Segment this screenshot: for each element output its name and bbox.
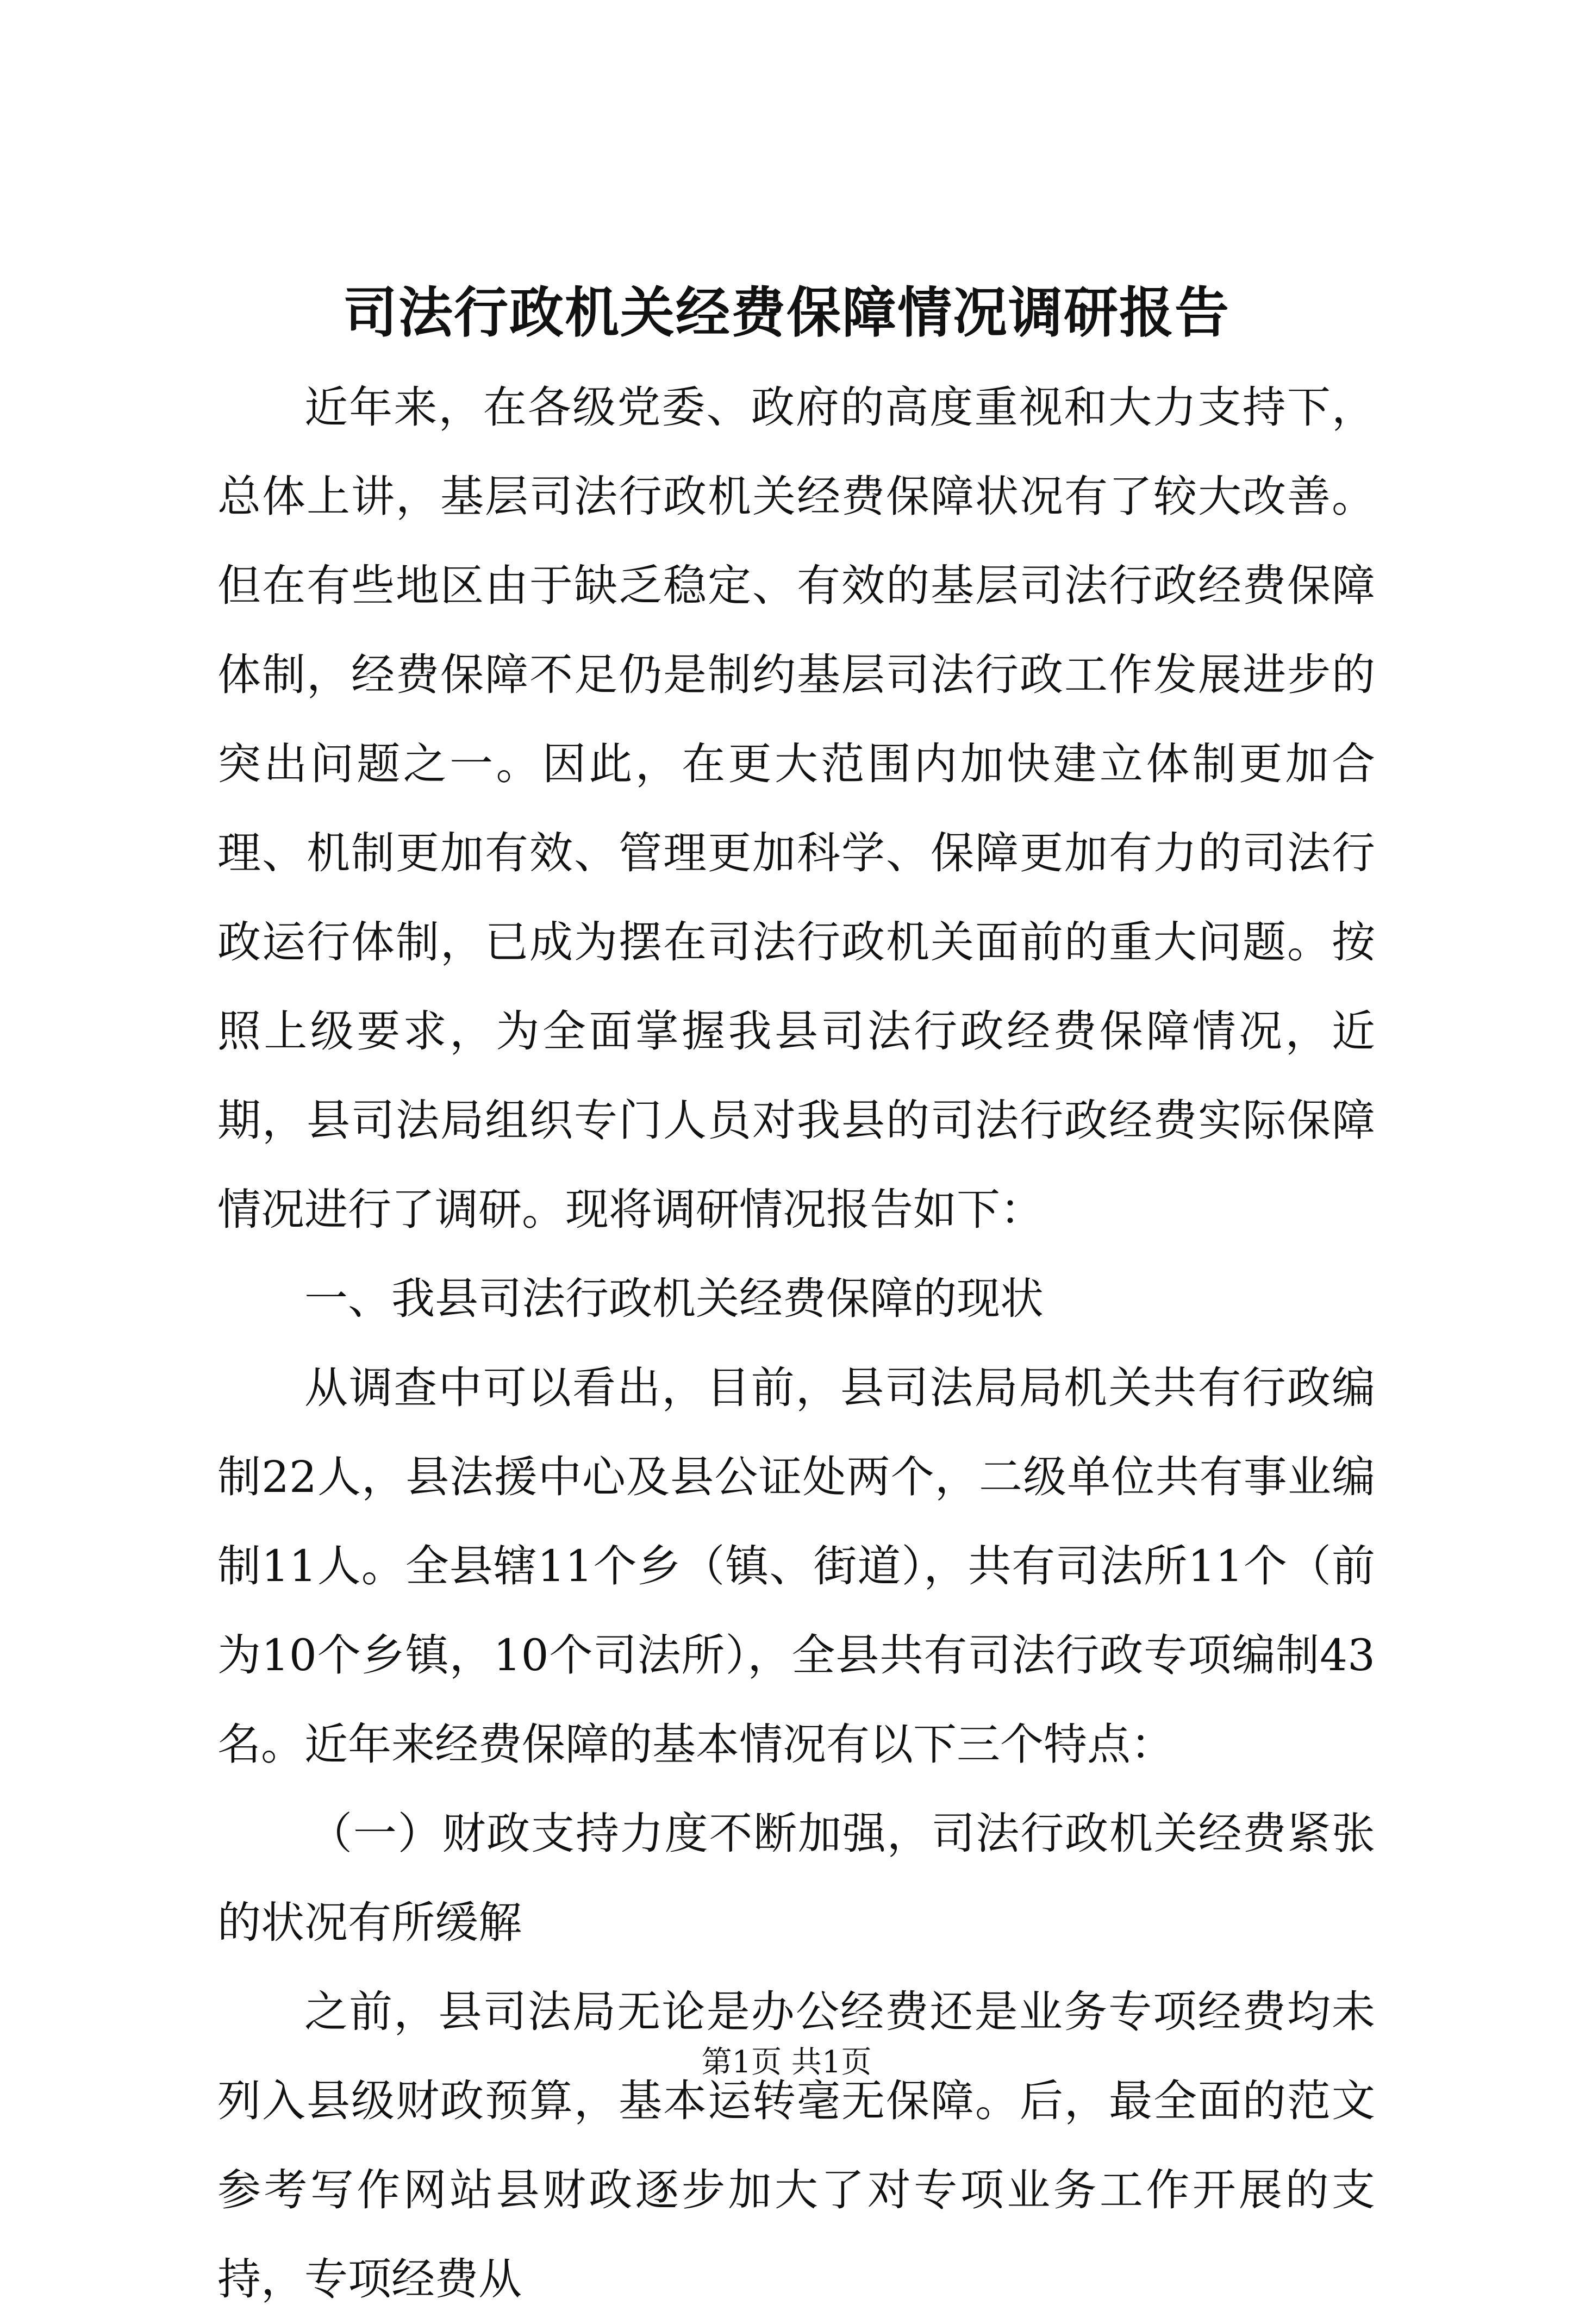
document-body bbox=[217, 363, 1375, 2324]
paragraph-funding: 之前，县司法局无论是办公经费还是业务专项经费均未列入县级财政预算，基本运转毫无保障。后，最全面的范文参考写作网站县财政逐步加大了对专项业务工作开展的支持，专项经费从 bbox=[217, 1986, 1375, 2304]
section-heading-1: 一、我县司法行政机关经费保障的现状 bbox=[304, 1273, 1044, 1324]
subsection-heading-1: （一）财政支持力度不断加强，司法行政机关经费紧张的状况有所缓解 bbox=[217, 1808, 1375, 1948]
page-footer: 第1页 共1页 bbox=[701, 2045, 872, 2080]
document-title: 司法行政机关经费保障情况调研报告 bbox=[343, 280, 1230, 345]
paragraph-intro: 近年来，在各级党委、政府的高度重视和大力支持下，总体上讲，基层司法行政机关经费保障状况有了较大改善。但在有些地区由于缺乏稳定、有效的基层司法行政经费保障体制，经费保障不足仍是制约基层司法行政工作发展进步的突出问题之一。因此，在更大范围内加快建立体制更加合理、机制更加有效、管理更加科学、保障更加有力的司法行政运行体制，已成为摆在司法行政机关面前的重大问题。按照上级要求，为全面掌握我县司法行政经费保障情况，近期，县司法局组织专门人员对我县的司法行政经费实际保障情况进行了调研。现将调研情况报告如下： bbox=[217, 382, 1375, 1235]
paragraph-status: 从调查中可以看出，目前，县司法局局机关共有行政编制22人，县法援中心及县公证处两个，二级单位共有事业编制11人。全县辖11个乡（镇、街道），共有司法所11个（前为10个乡镇，10个司法所），全县共有司法行政专项编制43名。近年来经费保障的基本情况有以下三个特点： bbox=[217, 1363, 1375, 1770]
